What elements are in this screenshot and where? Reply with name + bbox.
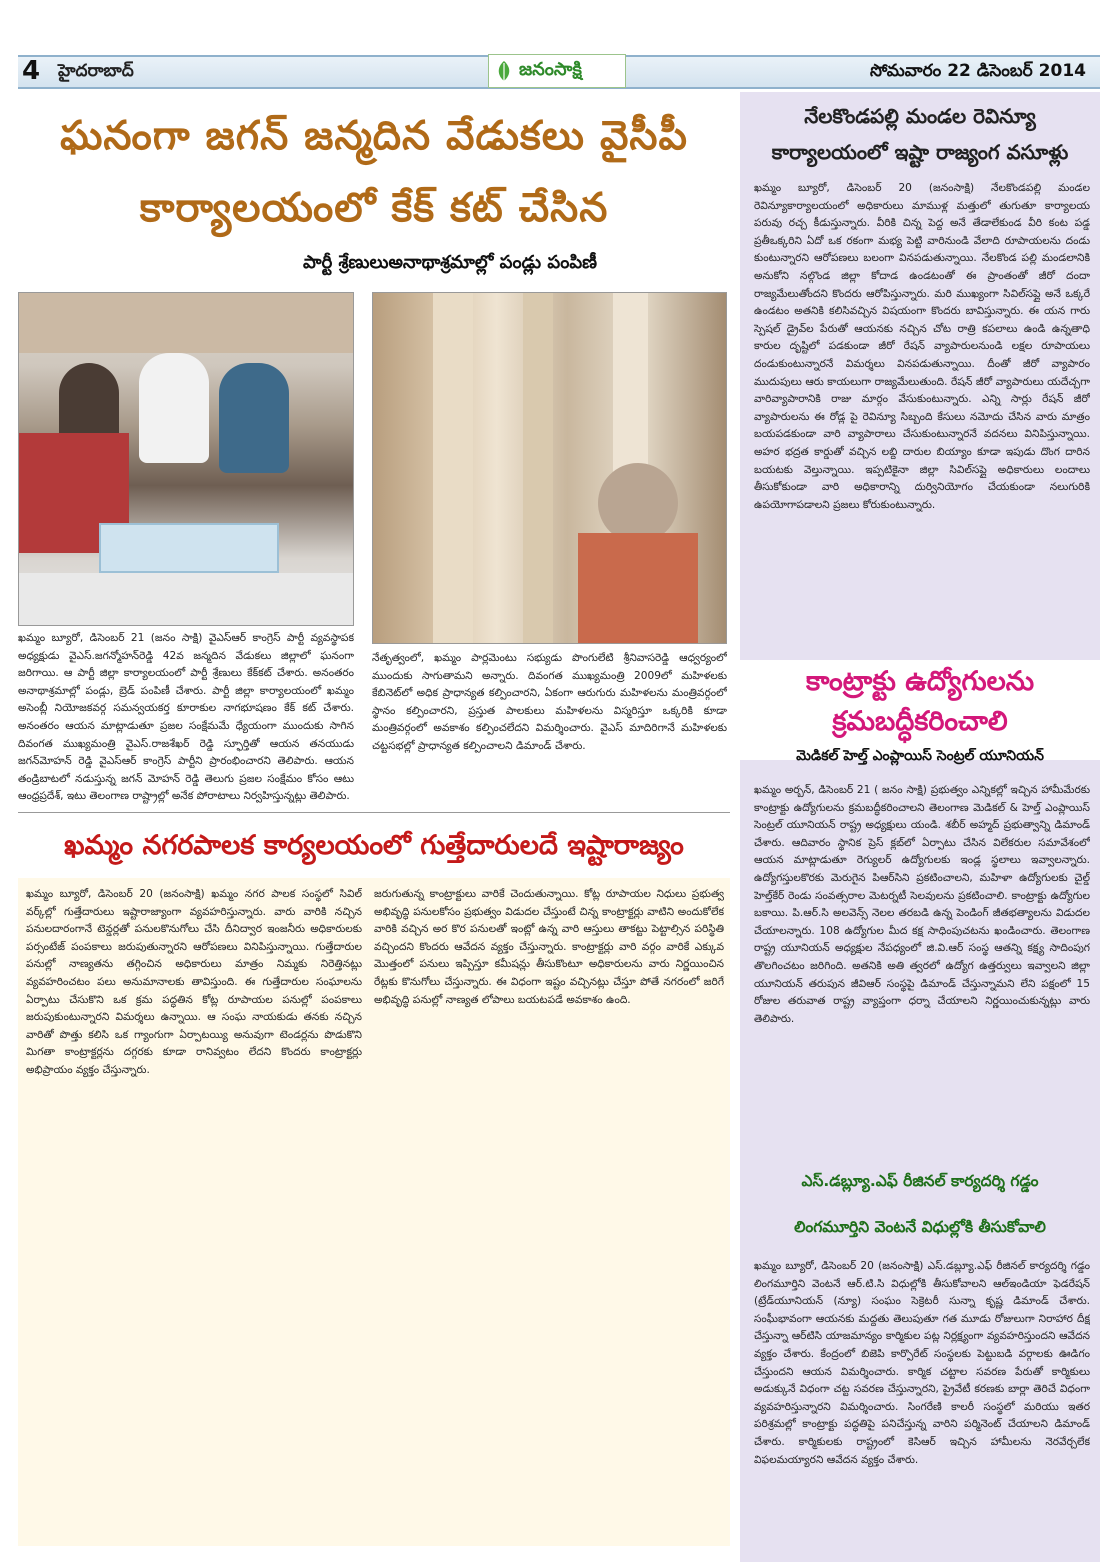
- leaf-icon: [495, 59, 513, 83]
- sidebar-article2-subtitle: మెడికల్ హెల్త్ ఎంప్లాయిస్ సెంట్రల్ యూనియన్: [796, 748, 1044, 764]
- edition-city: హైదరాబాద్: [58, 61, 134, 81]
- lead-body-column-2: నేతృత్వంలో, ఖమ్మం పార్లమెంటు సభ్యుడు పొంగులేటి శ్రీనివాసరెడ్డి ఆధ్వర్యంలో ముందుకు సాగుతామని అన్నారు. దివంగత ముఖ్యమంత్రి 2009లో మహిళలకు కేబినెట్‌లో అధిక ప్రాధాన్యత కల్పించారని, ఏకంగా ఆరుగురు మహిళలను మంత్రివర్గంలో స్థానం కల్పించారని, ప్రస్తుత పాలకులు మహిళలను విస్మరిస్తూ ఒక్కరికి కూడా మంత్రివర్గంలో అవకాశం కల్పించలేదని విమర్శించారు. వైఎస్ మాదిరిగానే మహిళలకు చట్టసభల్లో ప్రాధాన్యత కల్పించాలని డిమాండ్ చేశారు.: [372, 652, 727, 752]
- sidebar-article3-headline-line1: ఎస్.డబ్ల్యూ.ఎఫ్ రీజినల్ కార్యదర్శి గడ్డం: [801, 1172, 1039, 1190]
- lead-subtitle: పార్టీ శ్రేణులుఅనాథాశ్రమాల్లో పండ్లు పంపిణీ: [303, 252, 597, 273]
- sidebar-article1-headline: నేలకొండపల్లి మండల రెవిన్యూ కార్యాలయంలో ఇష్టా రాజ్యంగ వసూళ్లు: [771, 104, 1069, 164]
- article2-headline: ఖమ్మం నగరపాలక కార్యలయంలో గుత్తేదారులదే ఇష్టారాజ్యం: [64, 830, 684, 861]
- cake-cutting-photo: [18, 292, 354, 626]
- lead-headline-line1: ఘనంగా జగన్ జన్మదిన వేడుకలు వైసీపీ: [60, 113, 688, 159]
- newspaper-logo: [488, 54, 626, 88]
- lead-headline-line2: కార్యాలయంలో కేక్ కట్ చేసిన: [139, 185, 609, 231]
- edition-date: సోమవారం 22 డిసెంబర్ 2014: [870, 61, 1086, 81]
- logo-text: జనంసాక్షి: [519, 58, 582, 80]
- masthead: [0, 0, 1100, 92]
- sidebar-article3-headline: [748, 1158, 1092, 1250]
- article2-body-column-1: ఖమ్మం బ్యూరో, డిసెంబర్ 20 (జనంసాక్షి) ఖమ్మం నగర పాలక సంస్థలో సివిల్ వర్క్‌ల్లో గుత్తేదారులు ఇష్టారాజ్యాంగా వ్యవహరిస్తున్నారు. వారు వారికి నచ్చిన పనులదారంగానే టెన్డర్లతో పనులకొనుగోలు చేసి దీనిద్వార ఇంజనీరు అధికారులకు పర్సంటేజ్ పంపకాలు జరుపుతున్నారని ఆరోపణలు వినిపిస్తున్నాయి. గుత్తేదారుల పనుల్లో నాణ్యతను తగ్గించిన అధికారులు మాత్రం నిమ్మకు నిరెత్తినట్లు వ్యవహరించటం పలు అనుమానాలకు తావిస్తుంది. ఈ గుత్తేదారుల సంఘాలను ఏర్పాటు చేసుకొని ఒక క్రమ పద్ధతిన కోట్ల రూపాయల పనుల్లో పంపకాలు జరుపుకుంటున్నారని విమర్శలు ఉన్నాయి. ఆ సంఘ నాయకుడు తనకు నచ్చిన వారితో పొత్తు కలిసి ఒక గ్యాంగుగా ఏర్పాటయ్యి అనువుగా టెండర్లను పొడుకొని మిగతా కాంట్రాక్టర్లను దగ్గరకు కూడా రానివ్వటం లేదని కొందరు కాంట్రాక్టర్లు అభిప్రాయం వ్యక్తం చేస్తున్నారు.: [26, 888, 362, 1076]
- lead-headline: [18, 100, 730, 244]
- page-number: 4: [22, 56, 41, 86]
- fruit-distribution-photo: [372, 292, 727, 644]
- lead-body-column-1: ఖమ్మం బ్యూరో, డిసెంబర్ 21 (జనం సాక్షి) వైఎస్ఆర్ కాంగ్రెస్ పార్టీ వ్యవస్థాపక అధ్యక్షుడు వైఎస్.జగన్మోహన్‌రెడ్డి 42వ జన్మదిన వేడుకలు జిల్లాలో ఘనంగా జరిగాయి. ఆ పార్టీ జిల్లా కార్యాలయంలో పార్టీ శ్రేణులు కేక్‌కట్ చేశారు. అనంతరం అనాథాశ్రమాల్లో పండ్లు, బ్రెడ్ పంపిణీ చేశారు. పార్టీ జిల్లా కార్యాలయంలో ఖమ్మం అసెంబ్లీ నియోజకవర్గ సమన్వయకర్త కూరాకుల నాగభూషణం కేక్ కట్ చేశారు. అనంతరం ఆయన మాట్లాడుతూ ప్రజల సంక్షేమమే ధ్యేయంగా ముందుకు సాగిన దివంగత ముఖ్యమంత్రి వైఎస్.రాజశేఖర్ రెడ్డి స్ఫూర్తితో ఆయన తనయుడు జగన్‌మోహన్ రెడ్డి వైఎస్ఆర్ కాంగ్రెస్ పార్టీని ప్రారంభించారని తెలిపారు. ఆయన తండ్రిబాటలో నడుస్తున్న జగన్ మోహన్ రెడ్డి తెలుగు ప్రజల సంక్షేమం కోసం ఆటు ఆంధ్రప్రదేశ్, ఇటు తెలంగాణ రాష్ట్రాల్లో అనేక పోరాటాలు నిర్వహిస్తున్నట్లు తెలిపారు.: [18, 632, 354, 803]
- article2-body-column-2: జరుగుతున్న కాంట్రాక్టులు వారికే చెందుతున్నాయి. కోట్ల రూపాయల నిధులు ప్రభుత్వ అభివృద్ధి పనులకోసం ప్రభుత్వం విడుదల చేస్తుంటే చిన్న కాంట్రాక్టర్లు వాటిని అందుకోలేక వారికి వచ్చిన అర కొర పనులతో ఇంట్లో ఉన్న వారి ఆస్తులు తాకట్టు పెట్టాల్సిన పరిస్థితి వచ్చిందని కొందరు ఆవేదన వ్యక్తం చేస్తున్నారు. కాంట్రాక్టర్లు వారి వర్గం వారికే ఎక్కువ మొత్తంలో పనులు ఇప్పిస్తూ కమీషన్లు తీసుకొంటూ అధికారులను వారు నిర్ణయించిన రేట్లకు కొనుగోలు చేస్తున్నారు. ఈ విధంగా ఇష్టం వచ్చినట్లు చేస్తూ పోతే నగరంలో జరిగే అభివృద్ధి పనుల్లో నాణ్యత లోపాలు బయటపడే అవకాశం ఉంది.: [374, 888, 724, 1006]
- sidebar-article2-body: ఖమ్మం అర్బన్, డిసెంబర్ 21 ( జనం సాక్షి) ప్రభుత్వం ఎన్నికల్లో ఇచ్చిన హామీమేరకు కాంట్రాక్టు ఉద్యోగులను క్రమబద్ధీకరించాలని తెలంగాణ మెడికల్ & హెల్త్ ఎంప్లాయిస్ సెంట్రల్ యూనియన్ రాష్ట్ర అధ్యక్షులు యండి. శబీర్ అహ్మద్ ప్రభుత్వాన్ని డిమాండ్ చేశారు. ఆదివారం స్థానిక ప్రెస్ క్లబ్‌లో ఏర్పాటు చేసిన విలేకరుల సమావేశంలో ఆయన మాట్లాడుతూ రెగ్యులర్ ఉద్యోగులకు ఇండ్ల స్థలాలు ఇవ్వాలన్నారు. ఉద్యోగస్తులకొరకు మెరుగైన పిఆర్‌సిని ప్రకటించాలని, మహిళా ఉద్యోగులకు చైల్డ్ హెల్త్‌కేర్ రెండు సంవత్సరాల మెటర్నటీ సెలవులను ప్రకటించాలి. కాంట్రాక్టు ఉద్యోగుల బకాయి. పి.ఆర్.సి అలవెన్స్ నెలల తరబడి ఉన్న పెండింగ్ జీతభత్యాలను విడుదల చేయాలన్నారు. 108 ఉద్యోగుల మీద కక్ష సాధింపుచటను ఖండించారు. తెలంగాణ రాష్ట్ర యూనియన్ అధ్యక్షుల నేపధ్యంలో జి.వి.ఆర్ సంస్థ ఆతన్ని కక్ష్య సాదింపుగ తొలగించటం జరిగింది. అతనికి అతి త్వరలో ఉద్యోగ ఉత్తర్వులు ఇవ్వాలని జిల్లా యూనియన్ తరుపున జీవిఆర్ సంస్థపై డిమాండ్ చేస్తున్నామని లేని పక్షంలో 15 రోజుల తరువాత రాష్ట్ర వ్యాప్తంగా ధర్నా చేయాలని నిర్ణయించుకున్నట్లు వారు తెలిపారు.: [754, 784, 1090, 1025]
- sidebar-article3-body: ఖమ్మం బ్యూరో, డిసెంబర్ 20 (జనంసాక్షి) ఎస్.డబ్ల్యూ.ఎఫ్ రీజినల్ కార్యదర్శి గడ్డం లింగమూర్తిని వెంటనే ఆర్.టి.సి విధుల్లోకి తీసుకోవాలని ఆల్ఇండియా ఫెడరేషన్ (ట్రేడ్‌యూనియన్ (న్యూ) సంఘం సెక్రెటరీ సున్నా కృష్ణ డిమాండ్ చేశారు. సంఘీభావంగా ఆయనకు మద్దతు తెలుపుతూ గత మూడు రోజులుగా నిరాహార దీక్ష చేస్తున్నా ఆర్‌టిసి యాజమాన్యం కార్మికుల పట్ల నిర్లక్ష్యంగా వ్యవహరిస్తుందని ఆవేదన వ్యక్తం చేశారు. కేంద్రంలో బిజెపి కార్పొరేట్ సంస్థలకు పెట్టుబడి వర్గాలకు ఊడిగం చేస్తుందని ఆయన విమర్శించారు. కార్మిక చట్టాల సవరణ పేరుతో కార్మికులు అడుక్కునే విధంగా చట్ట సవరణ చేస్తున్నారని, ప్రైవేటీ కరణకు బార్లా తెరిచే విధంగా వ్యవహరిస్తున్నారని విమర్శించారు. సింగరేణి కాలరీ సంస్థలో మరియు ఇతర పరిశ్రమల్లో కాంట్రాక్టు పద్ధతిపై పనిచేస్తున్న వారిని పర్మినెంట్ చేయాలని డిమాండ్ చేశారు. కార్మికులకు రాష్ట్రంలో కెసిఆర్ ఇచ్చిన హామీలను నెరవేర్చలేక విఫలమయ్యారని ఆవేదన వ్యక్తం చేశారు.: [754, 1260, 1090, 1466]
- sidebar-article3-headline-line2: లింగమూర్తిని వెంటనే విధుల్లోకి తీసుకోవాలి: [794, 1218, 1046, 1236]
- divider: [18, 812, 730, 813]
- sidebar-article1-body: ఖమ్మం బ్యూరో, డిసెంబర్ 20 (జనంసాక్షి) నేలకొండపల్లి మండల రెవిన్యూకార్యాలయంలో అధికారులు మాముళ్ల మత్తులో తుగుతూ కార్యాలయ పరువు రచ్చ కీడుస్తున్నారు. వీరికి చిన్న పెద్ద అనే తేడాలేకుండ వీరి కంట పడ్డ ప్రతీఒక్కరిని ఏదో ఒక రకంగా మభ్య పెట్టి వారినుండి వేలాది రూపాయలను దండు కుంటున్నారని ఆరోపణలు బలంగా వినపడుతున్నాయి. నేలకొండ పల్లి మండలానికి అనుకోని నల్గొండ జిల్లా కోదాడ ఉండటంతో ఈ ప్రాంతంతో జీరో దందా రాజ్యమేలుతోందని కొందరు ఆరోపిస్తున్నారు. మరి ముఖ్యంగా సివిల్‌సప్లై అనే ఒక్కరే ఉండటం అతనికి కలిసివచ్చిన విషయంగా కొందరు బావిస్తున్నారు. ఈ యన గారు స్పెషల్ డ్రైవ్‌ల పేరుతో ఆయనకు నచ్చిన చోట రాత్రి కపలాలు ఉండి ఉన్నతాధి కారుల దృష్టిలో పడకుండా జీరో రేషన్ వ్యాపారులనుండి లక్షల రూపాయలు దండుకుంటున్నారనే విమర్శలు వినపడుతున్నాయి. దీంతో జీరో వ్యాపారం ముదుపులు ఆరు కాయలుగా రాజ్యమేలుతుంది. రేషన్ జీరో వ్యాపారులు యదేచ్చగా వారివ్యాపారానికి రాజు మార్గం వేసుకుంటున్నారు. ఎన్ని సార్లు రేషన్ జీరో వ్యాపారులను ఈ రోడ్ల పై రెవిన్యూ సిబ్బంది కేసులు నమోదు చేసిన వారు మాత్రం బయపడకుండా వారి వ్యాపారాలు చేసుకుంటున్నారనే వదనలు వినిపిస్తున్నాయి. అహర భద్రత కార్డుతో వచ్చిన లబ్ది దారుల బియ్యాం కూడా ఇపుడు దొంగ దారిన బయటకు వెల్తున్నాయి. ఇప్పటికైనా జిల్లా సివిల్‌సప్లై అధికారులు లందాలు తీసుకోకుండా వారి అధికారాన్ని దుర్వినియోగం చేయకుండా నలుగురికి ఉపయోగాపడాలని ప్రజలు కోరుకుంటున్నారు.: [754, 182, 1090, 511]
- sidebar-article2-headline: కాంట్రాక్టు ఉద్యోగులను క్రమబద్ధీకరించాలి: [805, 666, 1035, 737]
